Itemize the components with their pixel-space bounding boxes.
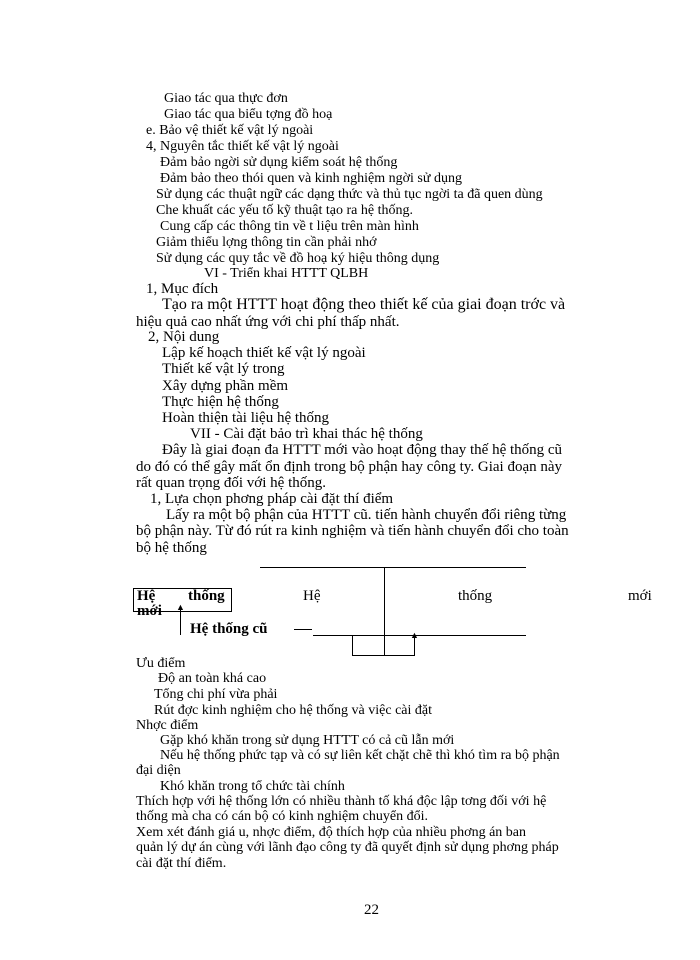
list-heading: 4, Nguyên tắc thiết kế vật lý ngoài [146, 139, 339, 154]
paragraph-line: Tạo ra một HTTT hoạt động theo thiết kế của giai đoạn trớc và [162, 296, 566, 313]
subsection-heading: 1, Lựa chọn phơng pháp cài đặt thí điểm [150, 491, 394, 507]
paragraph-line: quản lý dự án cùng với lãnh đạo công ty đã quyết định sử dụng phơng pháp [136, 840, 559, 855]
label-moi: mới [628, 588, 652, 604]
new-system-label-c: mới [137, 603, 162, 619]
paragraph-line: bộ phận này. Từ đó rút ra kinh nghiệm và tiến hành chuyển đổi cho toàn [136, 523, 569, 539]
pros-title: Ưu điểm [136, 656, 186, 671]
diagram-line-vertical [384, 567, 385, 655]
diagram-line-bottom [313, 635, 526, 636]
list-item: Che khuất các yếu tố kỹ thuật tạo ra hệ thống. [156, 203, 413, 218]
list-item: Sử dụng các quy tắc về đồ hoạ ký hiệu thông dụng [156, 251, 440, 266]
paragraph-line: bộ hệ thống [136, 540, 207, 556]
list-item: Xây dựng phần mềm [162, 378, 289, 394]
list-item: Đảm bảo ngời sử dụng kiểm soát hệ thống [160, 155, 398, 170]
list-item: Tổng chi phí vừa phải [154, 687, 278, 702]
list-item: Rút đợc kinh nghiệm cho hệ thống và việc cài đặt [154, 703, 432, 718]
list-item: Thực hiện hệ thống [162, 394, 279, 410]
old-system-dash [294, 629, 312, 630]
label-he: Hệ [303, 588, 321, 604]
bracket-bottom [352, 655, 414, 656]
list-item: Hoàn thiện tài liệu hệ thống [162, 410, 330, 426]
new-system-label-a: Hệ [137, 588, 156, 604]
list-item: Đảm bảo theo thói quen và kinh nghiệm ngời sử dụng [160, 171, 462, 186]
paragraph-line: cài đặt thí điểm. [136, 856, 227, 871]
list-item: Sử dụng các thuật ngữ các dạng thức và thủ tục ngời ta đã quen dùng [156, 187, 543, 202]
paragraph-line: rất quan trọng đối với hệ thống. [136, 475, 326, 491]
list-item: Khó khăn trong tổ chức tài chính [160, 779, 345, 794]
cons-title: Nhợc điểm [136, 718, 199, 733]
paragraph-line: Đây là giai đoạn đa HTTT mới vào hoạt động thay thế hệ thống cũ [162, 442, 563, 458]
paragraph-line: Thích hợp với hệ thống lớn có nhiều thành tố khá độc lập tơng đối với hệ [136, 794, 547, 809]
list-item: Nếu hệ thống phức tạp và có sự liên kết chặt chẽ thì khó tìm ra bộ phận [160, 748, 560, 763]
list-item: Gặp khó khăn trong sử dụng HTTT có cả cũ lẫn mới [160, 733, 455, 748]
old-system-label: Hệ thống cũ [190, 621, 268, 637]
paragraph-line: Lấy ra một bộ phận của HTTT cũ. tiến hành chuyển đổi riêng từng [166, 507, 567, 523]
new-system-label-b: thống [188, 588, 225, 604]
diagram-line-top [260, 567, 526, 568]
section-heading: VII - Cài đặt bảo trì khai thác hệ thống [190, 426, 423, 442]
subsection-heading: 2, Nội dung [148, 329, 220, 345]
text-line: Giao tác qua biểu tợng đồ hoạ [164, 107, 333, 122]
paragraph-line: hiệu quả cao nhất ứng với chi phí thấp nhất. [136, 314, 400, 330]
paragraph-line: Xem xét đánh giá u, nhợc điểm, độ thích hợp của nhiều phơng án ban [136, 825, 527, 840]
list-item: đại diện [136, 763, 181, 778]
arrow-up-icon: ▲ [410, 630, 419, 640]
list-item: Giảm thiểu lợng thông tin cần phải nhớ [156, 235, 377, 250]
bracket-left [352, 635, 353, 655]
list-item: Cung cấp các thông tin về t liệu trên màn hình [160, 219, 419, 234]
paragraph-line: do đó có thể gây mất ổn định trong bộ phận hay công ty. Giai đoạn này [136, 459, 563, 475]
page-number: 22 [364, 902, 379, 918]
subsection-heading: 1, Mục đích [146, 281, 219, 297]
list-heading: e. Bảo vệ thiết kế vật lý ngoài [146, 123, 314, 138]
paragraph-line: thống mà cha có cán bộ có kinh nghiệm chuyển đổi. [136, 809, 428, 824]
section-heading: VI - Triển khai HTTT QLBH [204, 266, 369, 281]
text-line: Giao tác qua thực đơn [164, 91, 288, 106]
arrow-up-left [180, 609, 181, 635]
list-item: Thiết kế vật lý trong [162, 361, 285, 377]
label-thong: thống [458, 588, 493, 604]
list-item: Độ an toàn khá cao [158, 671, 267, 686]
arrow-up-icon: ▲ [176, 602, 185, 612]
list-item: Lập kế hoạch thiết kế vật lý ngoài [162, 345, 366, 361]
